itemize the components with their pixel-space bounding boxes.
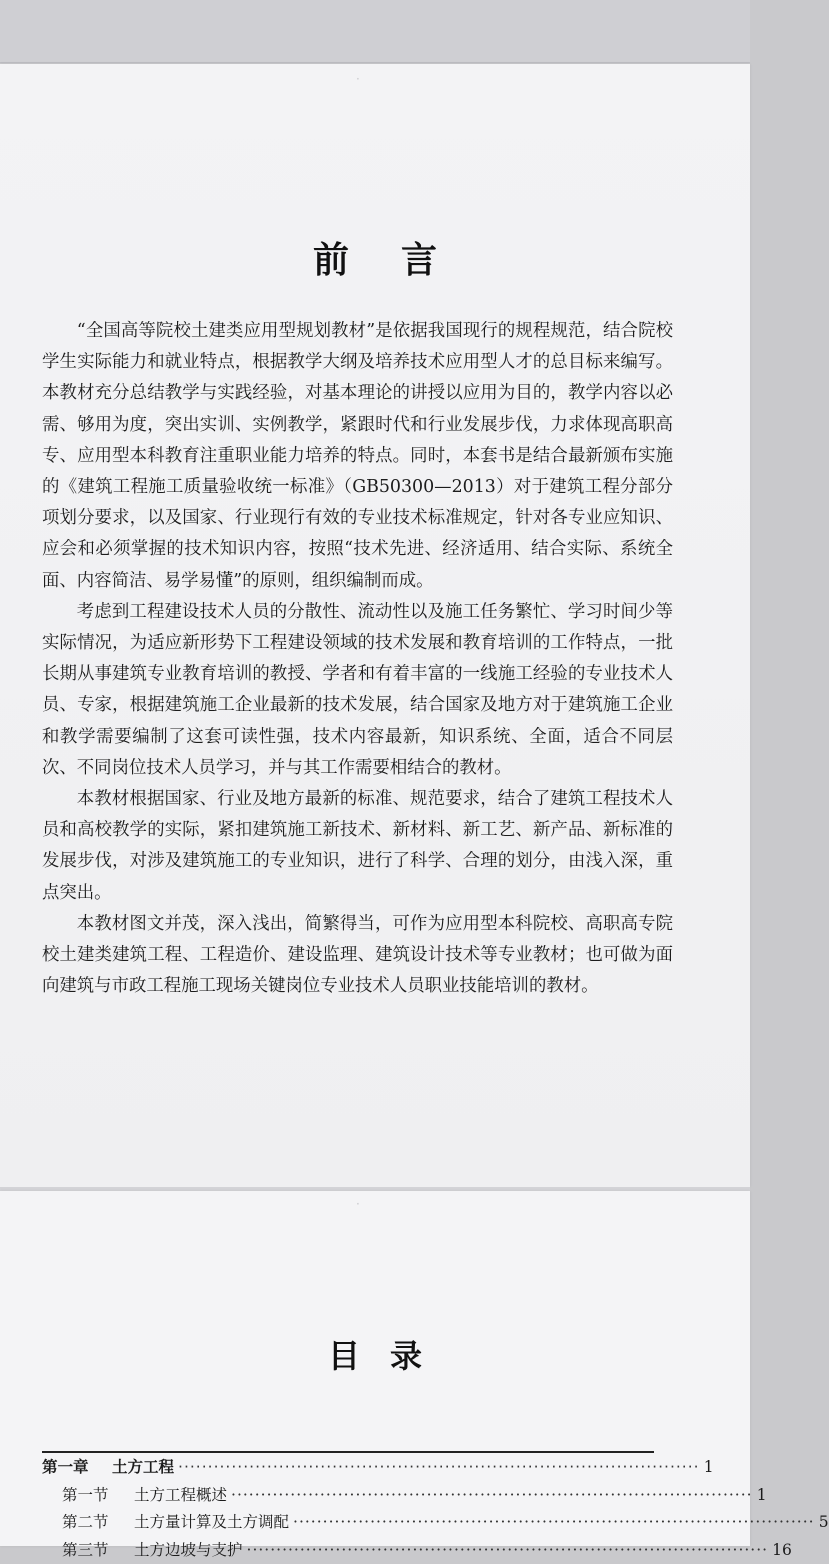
- bleed-through-mark: ·: [356, 72, 360, 86]
- toc-section-number: 第三节: [62, 1537, 134, 1564]
- toc-page: [0, 1191, 750, 1546]
- toc-leader-dots: [231, 1482, 753, 1510]
- toc-chapter-row[interactable]: [42, 1454, 654, 1482]
- toc-page-number: 5: [819, 1509, 829, 1537]
- toc-leader-dots: [247, 1537, 769, 1564]
- toc-section-row[interactable]: [42, 1537, 654, 1564]
- toc-section-row[interactable]: [42, 1509, 654, 1537]
- preface-page: [0, 64, 750, 1187]
- toc-page-number: 16: [772, 1537, 782, 1564]
- toc-section-number: 第一节: [62, 1482, 134, 1510]
- toc-section-number: 第二节: [62, 1509, 134, 1537]
- toc-chapter-name: 土方工程: [112, 1454, 174, 1482]
- toc-section-name: 土方量计算及土方调配: [134, 1509, 289, 1537]
- bleed-through-mark: ·: [356, 1197, 360, 1211]
- toc-section-name: 土方边坡与支护: [134, 1537, 243, 1564]
- previous-page-edge: [0, 0, 750, 63]
- preface-paragraph: 本教材图文并茂，深入浅出，简繁得当，可作为应用型本科院校、高职高专院校土建类建筑工程、工程造价、建设监理、建筑设计技术等专业教材；也可做为面向建筑与市政工程施工现场关键岗位专业技术人员职业技能培训的教材。: [42, 909, 673, 1003]
- toc-page-number: 1: [757, 1482, 767, 1510]
- preface-body: [42, 316, 673, 1002]
- toc-page-number: 1: [704, 1454, 714, 1482]
- toc-section-row[interactable]: [42, 1482, 654, 1510]
- toc-section-name: 土方工程概述: [134, 1482, 227, 1510]
- toc-list: [42, 1454, 654, 1564]
- toc-title: 目录: [0, 1331, 750, 1377]
- toc-chapter-number: 第一章: [42, 1454, 112, 1482]
- preface-title: 前言: [0, 232, 750, 283]
- preface-paragraph: 考虑到工程建设技术人员的分散性、流动性以及施工任务繁忙、学习时间少等实际情况，为适应新形势下工程建设领域的技术发展和教育培训的工作特点，一批长期从事建筑专业教育培训的教授、学者和有着丰富的一线施工经验的专业技术人员、专家，根据建筑施工企业最新的技术发展，结合国家及地方对于建筑施工企业和教学需要编制了这套可读性强，技术内容最新，知识系统、全面，适合不同层次、不同岗位技术人员学习，并与其工作需要相结合的教材。: [42, 597, 673, 784]
- toc-leader-dots: [178, 1454, 700, 1482]
- preface-paragraph: “全国高等院校土建类应用型规划教材”是依据我国现行的规程规范，结合院校学生实际能力和就业特点，根据教学大纲及培养技术应用型人才的总目标来编写。本教材充分总结教学与实践经验，对基本理论的讲授以应用为目的，教学内容以必需、够用为度，突出实训、实例教学，紧跟时代和行业发展步伐，力求体现高职高专、应用型本科教育注重职业能力培养的特点。同时，本套书是结合最新颁布实施的《建筑工程施工质量验收统一标准》（GB50300—2013）对于建筑工程分部分项划分要求，以及国家、行业现行有效的专业技术标准规定，针对各专业应知识、应会和必须掌握的技术知识内容，按照“技术先进、经济适用、结合实际、系统全面、内容简洁、易学易懂”的原则，组织编制而成。: [42, 316, 673, 597]
- preface-paragraph: 本教材根据国家、行业及地方最新的标准、规范要求，结合了建筑工程技术人员和高校教学的实际，紧扣建筑施工新技术、新材料、新工艺、新产品、新标准的发展步伐，对涉及建筑施工的专业知识，进行了科学、合理的划分，由浅入深，重点突出。: [42, 784, 673, 909]
- toc-leader-dots: [293, 1509, 815, 1537]
- toc-divider: [42, 1451, 654, 1453]
